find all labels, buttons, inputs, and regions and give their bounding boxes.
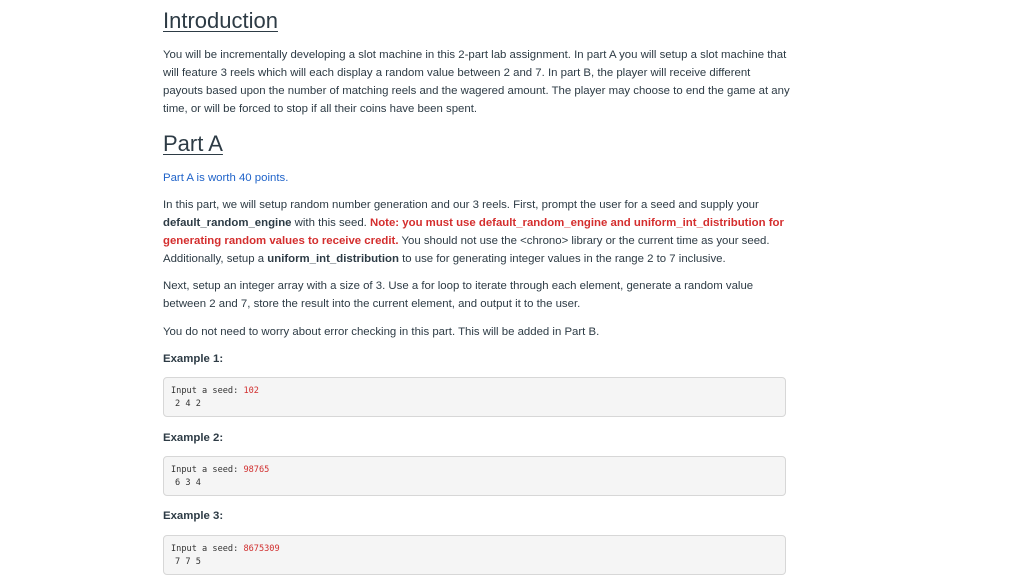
example-1-seed: 102: [243, 386, 259, 396]
part-a-worth: Part A is worth 40 points.: [163, 172, 289, 184]
example-2-code: [163, 456, 786, 496]
part-a-heading: Part A: [163, 131, 223, 156]
setup-text-2: with this seed.: [291, 217, 370, 229]
introduction-paragraph: You will be incrementally developing a slot machine in this 2-part lab assignment. In part A you will setup a slot machine that will feature 3 reels which will each display a random value between 2 and 7. In part B, the player will receive different payouts based upon the number of matching reels and the wagered amount. The player may choose to end the game at any time, or will be forced to stop if all their coins have been spent.: [163, 49, 790, 115]
example-1-prompt: Input a seed:: [171, 386, 244, 396]
setup-note: Note: you must use default_random_engine and uniform_int_distribution for generating random values to receive credit.: [163, 217, 784, 247]
loop-paragraph: Next, setup an integer array with a size of 3. Use a for loop to iterate through each element, generate a random value between 2 and 7, store the result into the current element, and output it to the user.: [163, 280, 754, 310]
example-2-output: 6 3 4: [175, 478, 201, 488]
example-2-prompt-line: [171, 464, 785, 477]
setup-bold-distribution: uniform_int_distribution: [267, 253, 399, 265]
example-3-prompt: Input a seed:: [171, 544, 244, 554]
example-1-output: 2 4 2: [175, 399, 201, 409]
example-3-code: [163, 535, 786, 575]
example-3-output: 7 7 5: [175, 557, 201, 567]
example-3-prompt-line: [171, 543, 785, 556]
example-3-label: Example 3:: [163, 510, 224, 522]
setup-text-1: In this part, we will setup random number generation and our 3 reels. First, prompt the user for a seed and supply your: [163, 199, 759, 211]
example-1-code: [163, 377, 786, 417]
example-1-prompt-line: [171, 385, 785, 398]
introduction-heading: Introduction: [163, 8, 278, 33]
setup-text-3: You should not use the <chrono> library or the current time as your seed. Additionally, setup a: [163, 235, 770, 265]
example-2-prompt: Input a seed:: [171, 465, 244, 475]
example-1-label: Example 1:: [163, 353, 224, 365]
example-2-seed: 98765: [243, 465, 270, 475]
setup-text-4: to use for generating integer values in the range 2 to 7 inclusive.: [398, 253, 726, 265]
setup-bold-engine: default_random_engine: [163, 217, 292, 229]
no-error-paragraph: You do not need to worry about error checking in this part. This will be added in Part B.: [163, 326, 600, 338]
example-2-label: Example 2:: [163, 432, 224, 444]
setup-paragraph: [163, 196, 790, 268]
example-3-seed: 8675309: [243, 544, 280, 554]
